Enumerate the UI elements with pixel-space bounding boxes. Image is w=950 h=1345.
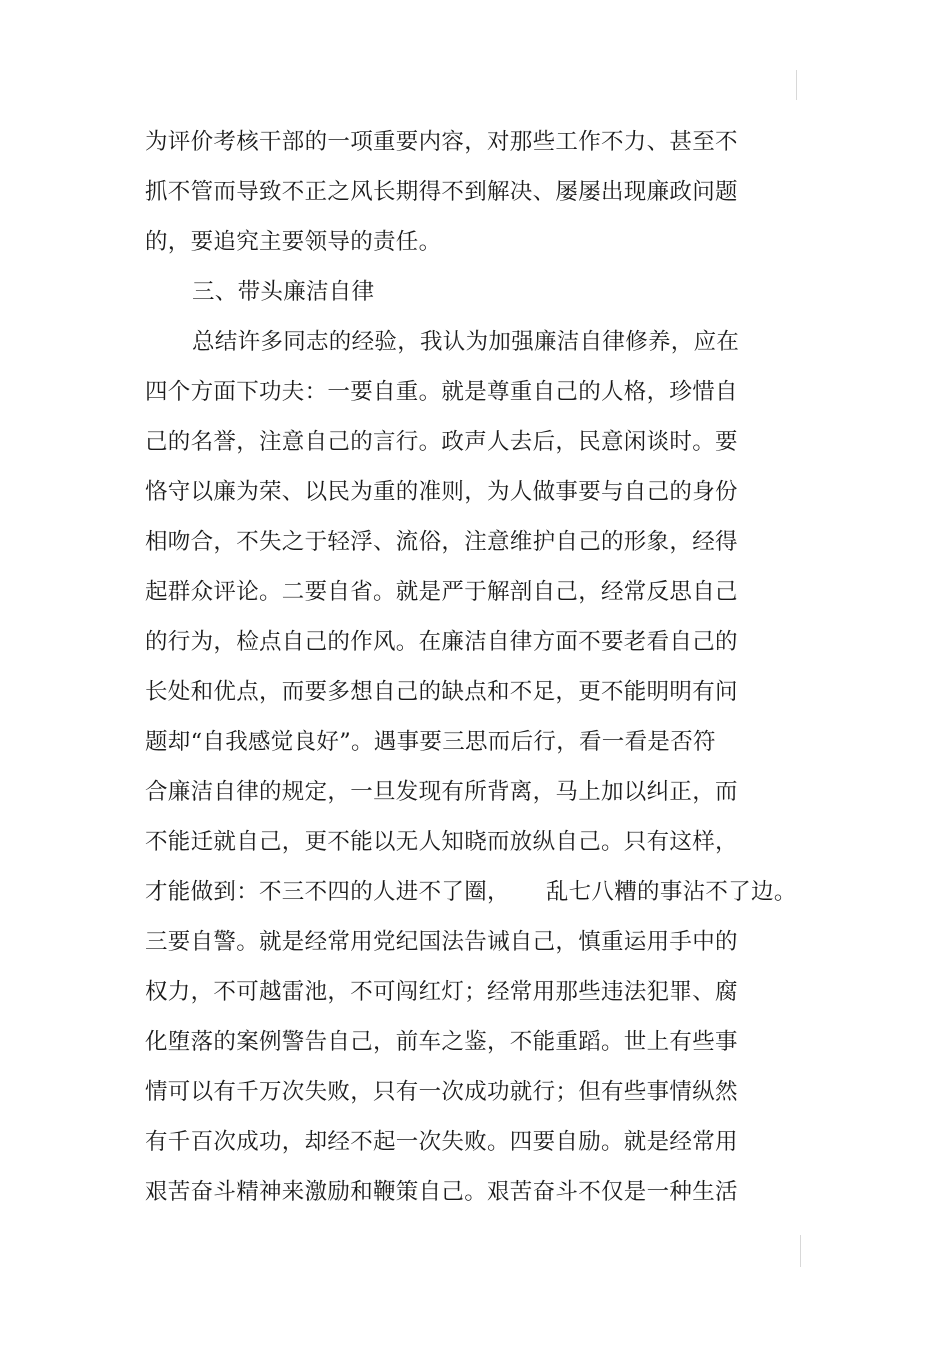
text-line: 恪守以廉为荣、以民为重的准则，为人做事要与自己的身份 <box>145 479 738 505</box>
text-line: 三要自警。就是经常用党纪国法告诫自己，慎重运用手中的 <box>145 929 738 955</box>
text-line: 相吻合，不失之于轻浮、流俗，注意维护自己的形象，经得 <box>145 529 738 555</box>
text-line: 的行为，检点自己的作风。在廉洁自律方面不要老看自己的 <box>145 629 738 655</box>
section-heading: 三、带头廉洁自律 <box>192 279 375 305</box>
text-line: 为评价考核干部的一项重要内容，对那些工作不力、甚至不 <box>145 129 738 155</box>
text-line: 抓不管而导致不正之风长期得不到解决、屡屡出现廉政问题 <box>145 179 738 205</box>
text-line <box>145 877 797 907</box>
margin-mark-bottom <box>800 1235 801 1267</box>
text-line: 总结许多同志的经验，我认为加强廉洁自律修养，应在 <box>192 329 740 355</box>
text-line: 长处和优点，而要多想自己的缺点和不足，更不能明明有问 <box>145 679 738 705</box>
text-line: 合廉洁自律的规定，一旦发现有所背离，马上加以纠正，而 <box>145 779 738 805</box>
text-line: 有千百次成功，却经不起一次失败。四要自励。就是经常用 <box>145 1129 738 1155</box>
text-line: 不能迁就自己，更不能以无人知晓而放纵自己。只有这样， <box>145 829 738 855</box>
text-line: 四个方面下功夫：一要自重。就是尊重自己的人格，珍惜自 <box>145 379 738 405</box>
text-line: 的，要追究主要领导的责任。 <box>145 229 442 255</box>
text-segment: 才能做到：不三不四的人进不了圈， <box>145 879 510 905</box>
margin-mark-top <box>796 70 797 100</box>
text-line: 化堕落的案例警告自己，前车之鉴，不能重蹈。世上有些事 <box>145 1029 738 1055</box>
text-line: 起群众评论。二要自省。就是严于解剖自己，经常反思自己 <box>145 579 738 605</box>
text-line: 己的名誉，注意自己的言行。政声人去后，民意闲谈时。要 <box>145 429 738 455</box>
text-line: 情可以有千万次失败，只有一次成功就行；但有些事情纵然 <box>145 1079 738 1105</box>
text-line: 题却“自我感觉良好”。遇事要三思而后行，看一看是否符 <box>145 729 716 755</box>
text-segment: 乱七八糟的事沾不了边。 <box>545 879 797 905</box>
text-line: 艰苦奋斗精神来激励和鞭策自己。艰苦奋斗不仅是一种生活 <box>145 1179 738 1205</box>
text-line: 权力，不可越雷池，不可闯红灯；经常用那些违法犯罪、腐 <box>145 979 738 1005</box>
